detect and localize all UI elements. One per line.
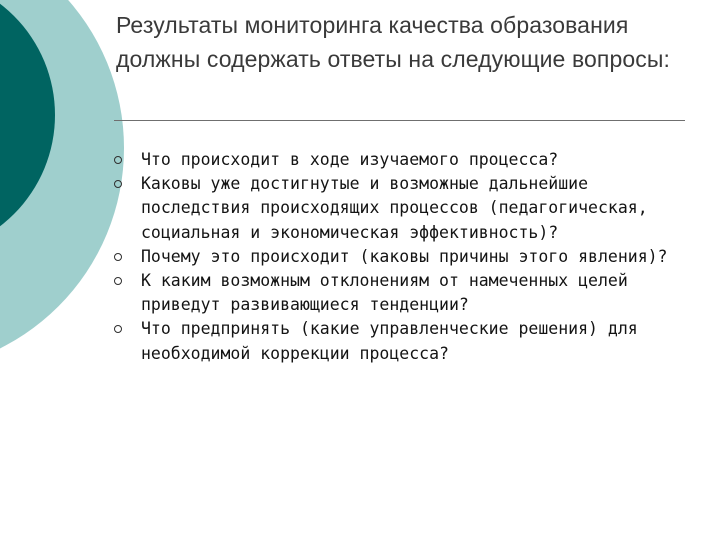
list-item [112, 269, 692, 317]
circle-bullet-icon [114, 180, 122, 188]
list-item [112, 172, 692, 245]
list-item-text: Каковы уже достигнутые и возможные дальнейшие последствия происходящих процессов (педагогическая, социальная и экономическая эффективность)? [141, 174, 648, 242]
title-divider [114, 120, 685, 121]
list-item-text: К каким возможным отклонениям от намеченных целей приведут развивающиеся тенденции? [141, 271, 628, 315]
circle-bullet-icon [114, 325, 122, 333]
list-item [112, 148, 692, 172]
list-item-text: Что происходит в ходе изучаемого процесса? [141, 150, 559, 169]
circle-bullet-icon [114, 253, 122, 261]
slide-title: Результаты мониторинга качества образования должны содержать ответы на следующие вопросы: [116, 12, 670, 72]
list-item-text: Что предпринять (какие управленческие решения) для необходимой коррекции процесса? [141, 319, 638, 363]
list-item-text: Почему это происходит (каковы причины этого явления)? [141, 246, 668, 266]
list-item [112, 245, 692, 269]
circle-bullet-icon [114, 156, 122, 164]
list-item [112, 317, 692, 365]
bullet-list [112, 148, 692, 366]
circle-bullet-icon [114, 277, 122, 285]
